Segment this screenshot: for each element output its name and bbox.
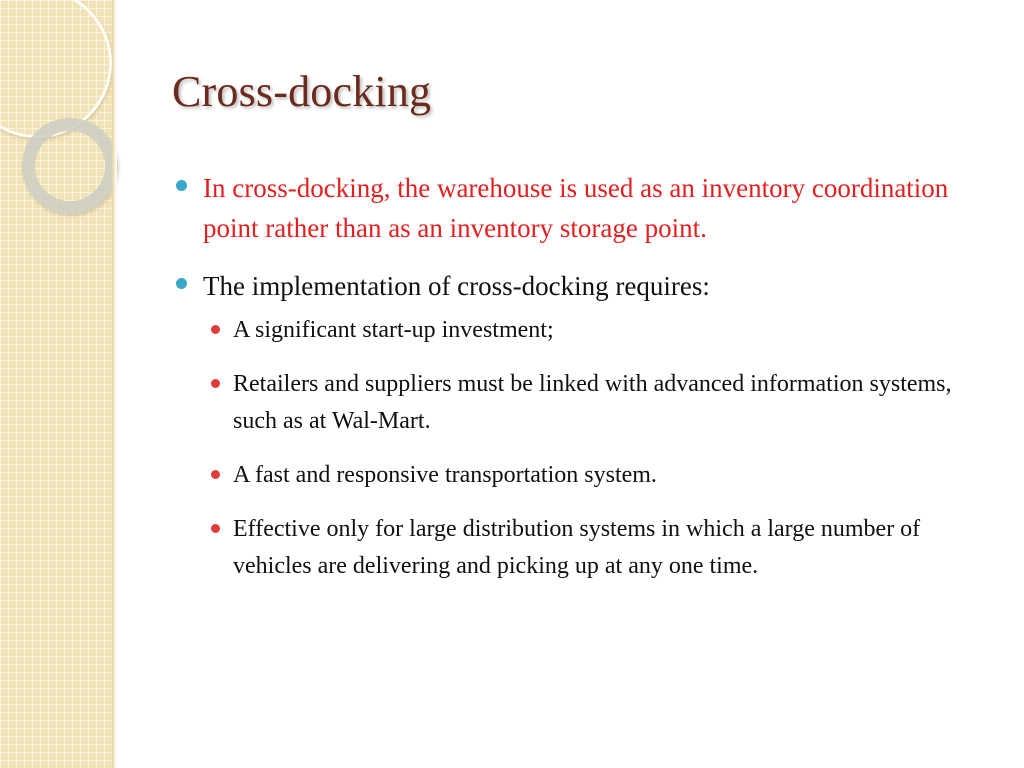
bullet-text: In cross-docking, the warehouse is used as an inventory coordination point rather than as an inventory storage point. — [203, 173, 949, 243]
bullet-item — [174, 266, 984, 306]
bullet-dot-icon — [176, 278, 187, 289]
sub-bullet-dot-icon — [211, 325, 220, 334]
sub-bullet-list — [209, 312, 984, 585]
sub-bullet-item — [209, 511, 984, 585]
sub-bullet-text: A fast and responsive transportation system. — [233, 462, 657, 488]
sub-bullet-item — [209, 366, 984, 440]
sub-bullet-text: A significant start-up investment; — [233, 317, 554, 343]
sub-bullet-text: Effective only for large distribution systems in which a large number of vehicles are delivering and picking up at any one time. — [233, 516, 921, 579]
bullet-dot-icon — [176, 180, 187, 191]
sub-bullet-item — [209, 457, 984, 494]
sub-bullet-dot-icon — [211, 524, 220, 533]
slide-title: Cross-docking — [172, 67, 432, 116]
bullet-item — [174, 168, 984, 248]
sub-bullet-dot-icon — [211, 379, 220, 388]
side-panel-edge — [112, 0, 117, 768]
slide-content — [174, 168, 984, 602]
decorative-ring-small — [22, 118, 118, 214]
decorative-side-panel — [0, 0, 112, 768]
sub-bullet-text: Retailers and suppliers must be linked with advanced information systems, such as at Wal-Mart. — [233, 371, 952, 434]
sub-bullet-dot-icon — [211, 470, 220, 479]
bullet-text: The implementation of cross-docking requires: — [203, 271, 710, 301]
decorative-ring-large — [0, 0, 112, 138]
sub-bullet-item — [209, 312, 984, 349]
